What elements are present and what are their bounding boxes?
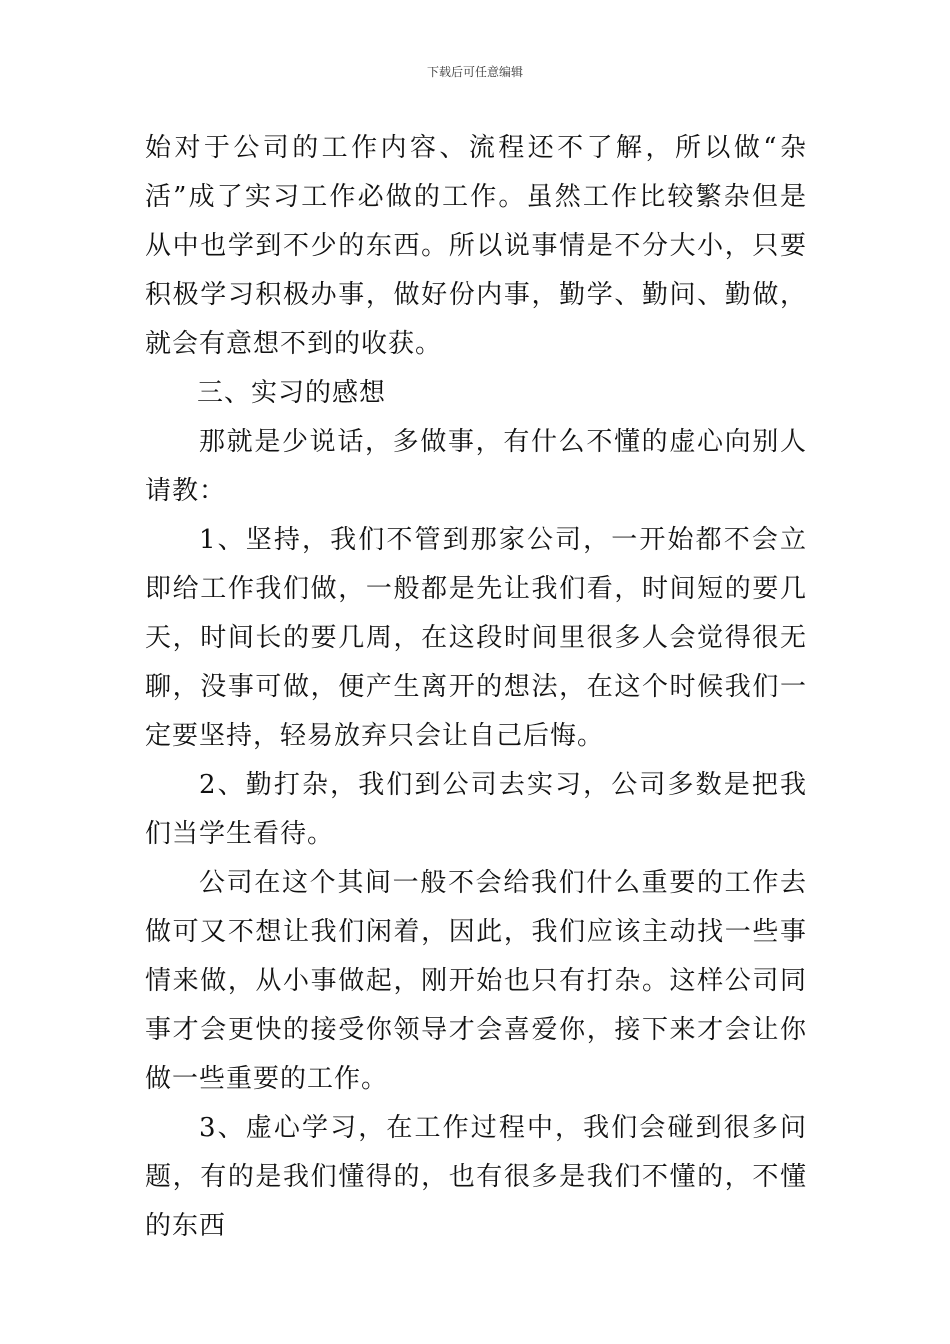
document-body (145, 124, 807, 1251)
paragraph-intro: 那就是少说话，多做事，有什么不懂的虚心向别人请教： (145, 427, 807, 506)
page-header-note: 下载后可任意编辑 (426, 65, 523, 79)
paragraph-continuation: 始对于公司的工作内容、流程还不了解，所以做“杂活”成了实习工作必做的工作。虽然工作比较繁杂但是从中也学到不少的东西。所以说事情是不分大小，只要积极学习积极办事，做好份内事，勤学、勤问、勤做，就会有意想不到的收获。 (145, 133, 807, 359)
paragraph-point-3: 3、虚心学习，在工作过程中，我们会碰到很多问题，有的是我们懂得的，也有很多是我们不懂的，不懂的东西 (145, 1113, 807, 1241)
paragraph-point-1: 1、坚持，我们不管到那家公司，一开始都不会立即给工作我们做，一般都是先让我们看，时间短的要几天，时间长的要几周，在这段时间里很多人会觉得很无聊，没事可做，便产生离开的想法，在这个时候我们一定要坚持，轻易放弃只会让自己后悔。 (145, 525, 807, 751)
paragraph-point-2: 2、勤打杂，我们到公司去实习，公司多数是把我们当学生看待。 (145, 770, 807, 849)
paragraph-point-2-detail: 公司在这个其间一般不会给我们什么重要的工作去做可又不想让我们闲着，因此，我们应该主动找一些事情来做，从小事做起，刚开始也只有打杂。这样公司同事才会更快的接受你领导才会喜爱你，接下来才会让你做一些重要的工作。 (145, 868, 807, 1094)
section-heading: 三、实习的感想 (197, 378, 387, 408)
